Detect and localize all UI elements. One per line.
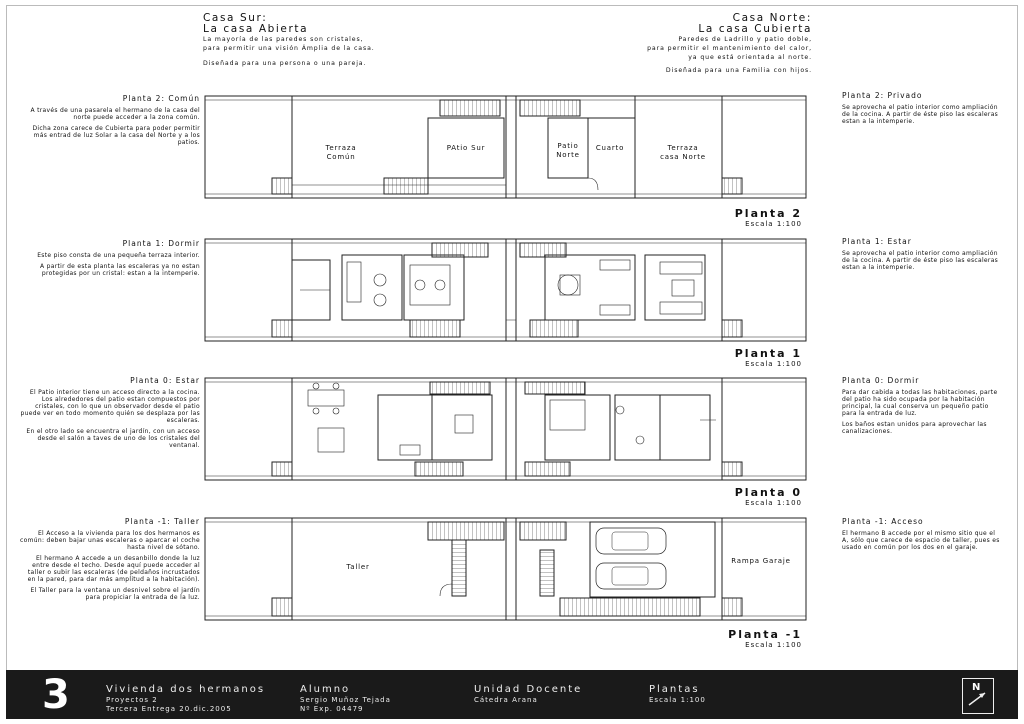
note-text: Se aprovecha el patio interior como ampliación de la cocina. A partir de éste piso las escaleras estan a la intemperie. (842, 250, 999, 271)
note-title: Planta -1: Taller (124, 517, 200, 526)
note-text: El Acceso a la vivienda para los dos hermanos es común: deben bajar unas escaleras o aparcar el coche hasta nivel de sótano. (20, 530, 200, 551)
note-title: Planta 1: Dormir (122, 239, 200, 248)
room-label: Terraza (667, 144, 699, 152)
note-title: Planta 2: Común (122, 94, 200, 103)
planta-1-label (690, 347, 802, 368)
note-text: El Taller para la ventana un desnivel sobre el jardín para propiciar la entrada de la luz. (30, 587, 200, 601)
project-course: Proyectos 2 (106, 696, 158, 704)
alumno-heading: Alumno (300, 684, 351, 695)
north-label: N (972, 682, 981, 693)
planta-name: Planta 1 (734, 347, 802, 360)
project-title: Vivienda dos hermanos (106, 684, 266, 695)
note-title: Planta 0: Estar (130, 376, 200, 385)
planos-heading: Plantas (649, 684, 700, 695)
alumno-block (300, 685, 391, 714)
note-text: Se aprovecha el patio interior como ampliación de la cocina. A partir de éste piso las escaleras estan a la intemperie. (842, 104, 999, 125)
room-label: Terraza (325, 144, 357, 152)
planta-scale: Escala 1:100 (745, 499, 802, 507)
room-taller: Taller (346, 563, 370, 571)
casa-norte-line: para permitir el mantenimiento del calor, (647, 45, 812, 52)
note-text: A partir de esta planta las escaleras ya no estan protegidas por un cristal: estan a la intemperie. (40, 263, 200, 277)
planta-scale: Escala 1:100 (745, 220, 802, 228)
room-patio-sur: PAtio Sur (446, 144, 486, 152)
note-text: Los baños estan unidos para aprovechar las canalizaciones. (842, 421, 987, 435)
room-label: Patio (557, 142, 579, 150)
planos-block (649, 685, 706, 705)
plan-planta-1 (205, 239, 806, 341)
planos-scale: Escala 1:100 (649, 696, 706, 704)
room-cuarto: Cuarto (595, 144, 625, 152)
casa-sur-line: Diseñada para una persona o una pareja. (203, 60, 367, 67)
note-text: Este piso consta de una pequeña terraza interior. (37, 252, 200, 259)
north-arrow-icon (962, 678, 994, 714)
note-text: El Patio interior tiene un acceso directo a la cocina. Los alrededores del patio estan compuestos por cristales, con lo que un observador desde el patio puede ver en todo momento quién se desplaza por las escaleras. (20, 389, 200, 424)
unidad-name: Cátedra Arana (474, 696, 538, 704)
note-text: El hermano B accede por el mismo sitio que el A, sólo que carece de espacio de taller, pues es usado en común por los dos en el garaje. (842, 530, 1000, 551)
unidad-block (474, 685, 582, 705)
alumno-exp: Nº Exp. 04479 (300, 705, 364, 713)
casa-norte-subtitle: La casa Cubierta (698, 23, 812, 35)
planta-0-label (690, 486, 802, 507)
title-block (6, 670, 1018, 719)
sheet-number: 3 (42, 672, 70, 718)
room-terraza-comun (308, 144, 374, 162)
note-text: En el otro lado se encuentra el jardín, con un acceso desde el salón a taves de uno de los cristales del ventanal. (26, 428, 200, 449)
project-block (106, 685, 265, 714)
note-title: Planta 1: Estar (842, 237, 912, 246)
note-title: Planta 0: Dormir (842, 376, 920, 385)
note-text: El hermano A accede a un desanbillo donde la luz entre desde el techo. Desde aquí puede acceder al taller o subir las escaleras (de peldaños incrustados en la pared, para dar más amplitud a la habitación). (27, 555, 200, 583)
room-patio-norte (549, 142, 587, 160)
casa-sur-line: La mayoría de las paredes son cristales, (203, 36, 364, 43)
plan-planta-0 (205, 378, 806, 480)
note-text: Para dar cabida a todas las habitaciones, parte del patio ha sido ocupada por la habitación principal, la cual conserva un pequeño patio para la entrada de luz. (842, 389, 998, 417)
plan-planta-m1 (205, 518, 806, 620)
room-label: Norte (556, 151, 580, 159)
casa-norte-line: Diseñada para una Familia con hijos. (665, 67, 812, 74)
casa-norte-title: Casa Norte: (732, 12, 812, 24)
casa-sur-subtitle: La casa Abierta (203, 23, 309, 35)
planta-name: Planta 0 (734, 486, 802, 499)
planta-2-label (690, 207, 802, 228)
casa-sur-line: para permitir una visión Ámplia de la casa. (203, 45, 375, 52)
planta-m1-label (690, 628, 802, 649)
room-rampa-garaje: Rampa Garaje (731, 557, 791, 565)
note-text: A través de una pasarela el hermano de la casa del norte puede acceder a la zona común. (30, 107, 200, 121)
planta-scale: Escala 1:100 (745, 641, 802, 649)
planta-name: Planta -1 (728, 628, 802, 641)
note-title: Planta -1: Acceso (842, 517, 924, 526)
casa-norte-line: ya que está orientada al norte. (688, 54, 812, 61)
alumno-name: Sergio Muñoz Tejada (300, 696, 391, 704)
room-terraza-norte (645, 144, 721, 162)
casa-norte-line: Paredes de Ladrillo y patio doble, (678, 36, 812, 43)
note-text: Dicha zona carece de Cubierta para poder permitir más entrad de luz Solar a la casa del Norte y a los patios. (32, 125, 200, 146)
planta-name: Planta 2 (734, 207, 802, 220)
project-delivery: Tercera Entrega 20.dic.2005 (106, 705, 232, 713)
planta-scale: Escala 1:100 (745, 360, 802, 368)
room-label: Común (326, 153, 356, 161)
casa-sur-title: Casa Sur: (203, 12, 268, 24)
room-label: casa Norte (660, 153, 706, 161)
unidad-heading: Unidad Docente (474, 684, 583, 695)
note-title: Planta 2: Privado (842, 91, 923, 100)
